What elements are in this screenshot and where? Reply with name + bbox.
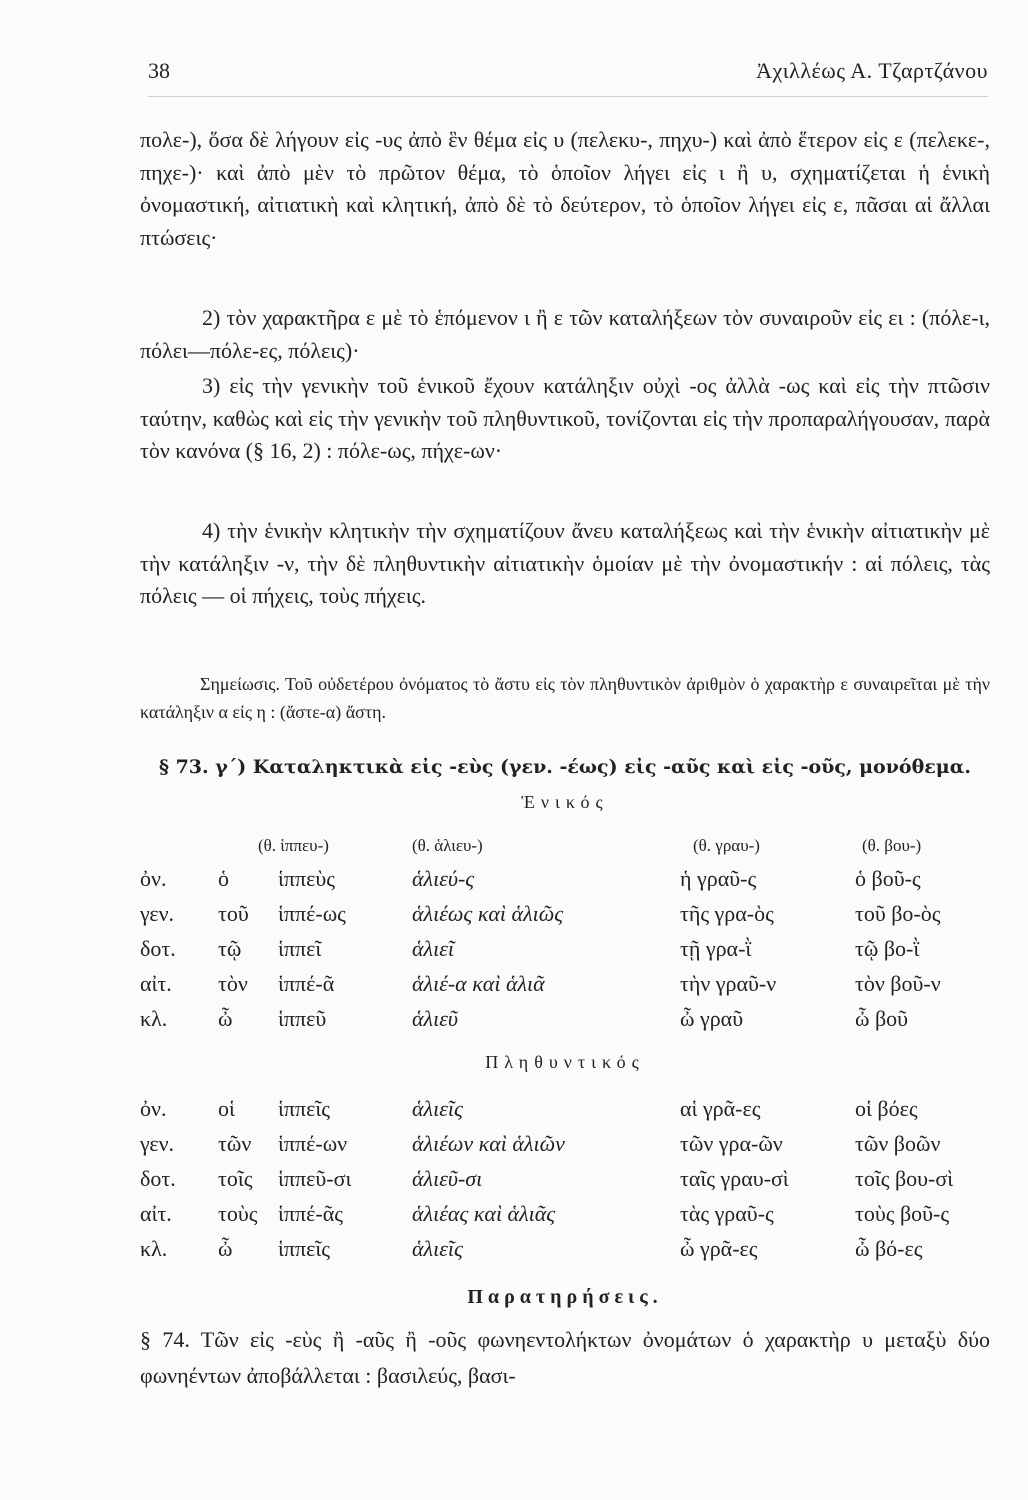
form-graus: ἡ γραῦ-ς	[680, 866, 757, 891]
header-rule	[148, 96, 988, 97]
form-hippeus: ἱππεῦ	[278, 1006, 327, 1031]
case-label: αἰτ.	[140, 1201, 172, 1226]
article: τοὺς	[218, 1201, 258, 1226]
plural-table	[0, 1096, 1028, 1271]
table-row	[0, 1131, 1028, 1166]
paragraph-2-text: 2) τὸν χαρακτῆρα ε μὲ τὸ ἑπόμενον ι ἢ ε τῶν καταλήξεων τὸν συναιροῦν εἰς ει : (πόλε-ι, πόλει—πόλε-ες, πόλεις)·	[140, 305, 990, 363]
paragraph-3	[140, 370, 990, 468]
case-label: αἰτ.	[140, 971, 172, 996]
form-halieus: ἁλιεῦ-σι	[412, 1166, 483, 1191]
form-hippeus: ἱππέ-ων	[278, 1131, 348, 1156]
singular-table	[0, 866, 1028, 1041]
form-bous: τοὺς βοῦ-ς	[855, 1201, 950, 1226]
article: ὦ	[218, 1006, 233, 1031]
form-halieus: ἁλιεῦ	[412, 1006, 458, 1031]
form-hippeus: ἱππεῦ-σι	[278, 1166, 352, 1191]
table-row	[0, 1096, 1028, 1131]
theme-hippeu: (θ. ἱππευ-)	[258, 836, 329, 855]
form-graus: ταῖς γραυ-σὶ	[680, 1166, 789, 1191]
form-bous: ὦ βό-ες	[855, 1236, 923, 1261]
form-bous: τοῦ βο-ὸς	[855, 901, 941, 926]
case-label: γεν.	[140, 901, 175, 926]
article: τὸν	[218, 971, 248, 996]
article: τοῖς	[218, 1166, 253, 1191]
table-row	[0, 971, 1028, 1006]
theme-bou: (θ. βου-)	[862, 836, 922, 855]
case-label: κλ.	[140, 1236, 168, 1261]
note-paragraph: Σημείωσις. Τοῦ οὐδετέρου ὀνόματος τὸ ἄστυ εἰς τὸν πληθυντικὸν ἀριθμὸν ὁ χαρακτὴρ ε συναιρεῖται μὲ τὴν κατάληξιν α εἰς η : (ἄστε-α) ἄστη.	[140, 674, 990, 722]
page-number: 38	[148, 58, 170, 83]
running-title: Ἀχιλλέως Α. Τζαρτζάνου	[756, 58, 988, 83]
article: τοῦ	[218, 901, 249, 926]
table-row	[0, 1236, 1028, 1271]
section-74-text: § 74. Τῶν εἰς -εὺς ἢ -αῦς ἢ -οῦς φωνηεντολήκτων ὀνομάτων ὁ χαρακτὴρ υ μεταξὺ δύο φωνηέντων ἀποβάλλεται : βασιλεύς, βασι-	[140, 1327, 990, 1388]
form-bous: τῶν βοῶν	[855, 1131, 941, 1156]
form-bous: τὸν βοῦ-ν	[855, 971, 941, 996]
paragraph-1-text: πολε-), ὅσα δὲ λήγουν εἰς -υς ἀπὸ ἓν θέμα εἰς υ (πελεκυ-, πηχυ-) καὶ ἀπὸ ἕτερον εἰς ε (πελεκε-, πηχε-)· καὶ ἀπὸ μὲν τὸ πρῶτον θέμα, τὸ ὁποῖον λήγει εἰς ι ἢ υ, σχηματίζεται ἡ ἑνικὴ ὀνομαστική, αἰτιατικὴ καὶ κλητική, ἀπὸ δὲ τὸ δεύτερον, τὸ ὁποῖον λήγει εἰς ε, πᾶσαι αἱ ἄλλαι πτώσεις·	[140, 127, 990, 250]
table-row	[0, 1006, 1028, 1041]
theme-labels	[0, 836, 1028, 864]
section-heading: § 73. γ΄) Καταληκτικὰ εἰς -εὺς (γεν. -έως) εἰς -αῦς καὶ εἰς -οῦς, μονόθεμα.	[159, 756, 971, 778]
form-halieus: ἁλιεύ-ς	[412, 866, 475, 891]
table-row	[0, 1201, 1028, 1236]
article: οἱ	[218, 1096, 235, 1121]
form-halieus: ἁλιεῖ	[412, 936, 454, 961]
form-bous: τῷ βο-ῒ	[855, 936, 920, 961]
form-halieus: ἁλιεῖς	[412, 1236, 463, 1261]
form-bous: τοῖς βου-σὶ	[855, 1166, 954, 1191]
table-row	[0, 936, 1028, 971]
table-row	[0, 866, 1028, 901]
remarks-label: Παρατηρήσεις.	[467, 1286, 663, 1308]
form-halieus: ἁλιέων καὶ ἁλιῶν	[412, 1131, 565, 1156]
form-hippeus: ἱππέ-ᾶς	[278, 1201, 343, 1226]
form-hippeus: ἱππεὺς	[278, 866, 335, 891]
table-row	[0, 901, 1028, 936]
case-label: ὀν.	[140, 866, 167, 891]
form-hippeus: ἱππέ-ᾶ	[278, 971, 335, 996]
form-graus: τὴν γραῦ-ν	[680, 971, 777, 996]
article: ὁ	[218, 866, 229, 891]
page-header	[148, 58, 988, 92]
paragraph-4	[140, 515, 990, 613]
case-label: ὀν.	[140, 1096, 167, 1121]
form-hippeus: ἱππέ-ως	[278, 901, 346, 926]
article: τῶν	[218, 1131, 252, 1156]
form-bous: ὁ βοῦ-ς	[855, 866, 921, 891]
case-label: δοτ.	[140, 1166, 176, 1191]
plural-label: Πληθυντικός	[485, 1052, 645, 1072]
form-halieus: ἁλιέως καὶ ἁλιῶς	[412, 901, 564, 926]
article: ὦ	[218, 1236, 233, 1261]
paragraph-1	[140, 124, 990, 254]
form-graus: τῇ γρα-ῒ	[680, 936, 752, 961]
form-halieus: ἁλιεῖς	[412, 1096, 463, 1121]
form-hippeus: ἱππεῖ	[278, 936, 322, 961]
case-label: δοτ.	[140, 936, 176, 961]
form-graus: ὦ γραῦ	[680, 1006, 744, 1031]
form-hippeus: ἱππεῖς	[278, 1096, 331, 1121]
form-graus: ὦ γρᾶ-ες	[680, 1236, 758, 1261]
form-bous: ὦ βοῦ	[855, 1006, 909, 1031]
form-graus: τὰς γραῦ-ς	[680, 1201, 774, 1226]
form-graus: αἱ γρᾶ-ες	[680, 1096, 761, 1121]
case-label: κλ.	[140, 1006, 168, 1031]
paragraph-4-text: 4) τὴν ἑνικὴν κλητικὴν τὴν σχηματίζουν ἄνευ καταλήξεως καὶ τὴν ἑνικὴν αἰτιατικὴν μὲ τὴν κατάληξιν -ν, τὴν δὲ πληθυντικὴν αἰτιατικὴν ὁμοίαν μὲ τὴν ὀνομαστικήν : αἱ πόλεις, τὰς πόλεις — οἱ πήχεις, τοὺς πήχεις.	[140, 518, 990, 608]
theme-halieu: (θ. ἁλιευ-)	[412, 836, 483, 855]
form-bous: οἱ βόες	[855, 1096, 918, 1121]
theme-grau: (θ. γραυ-)	[693, 836, 760, 855]
singular-label: Ἑνικός	[521, 792, 609, 812]
form-halieus: ἁλιέ-α καὶ ἁλιᾶ	[412, 971, 545, 996]
case-label: γεν.	[140, 1131, 175, 1156]
form-halieus: ἁλιέας καὶ ἁλιᾶς	[412, 1201, 556, 1226]
form-graus: τῆς γρα-ὸς	[680, 901, 774, 926]
paragraph-3-text: 3) εἰς τὴν γενικὴν τοῦ ἑνικοῦ ἔχουν κατάληξιν οὐχὶ -ος ἀλλὰ -ως καὶ εἰς τὴν πτῶσιν ταύτην, καθὼς καὶ εἰς τὴν γενικὴν τοῦ πληθυντικοῦ, τονίζονται εἰς τὴν προπαραλήγουσαν, παρὰ τὸν κανόνα (§ 16, 2) : πόλε-ως, πήχε-ων·	[140, 373, 990, 463]
form-hippeus: ἱππεῖς	[278, 1236, 331, 1261]
table-row	[0, 1166, 1028, 1201]
form-graus: τῶν γρα-ῶν	[680, 1131, 783, 1156]
paragraph-2	[140, 302, 990, 367]
section-74-paragraph	[140, 1322, 990, 1394]
article: τῷ	[218, 936, 242, 961]
